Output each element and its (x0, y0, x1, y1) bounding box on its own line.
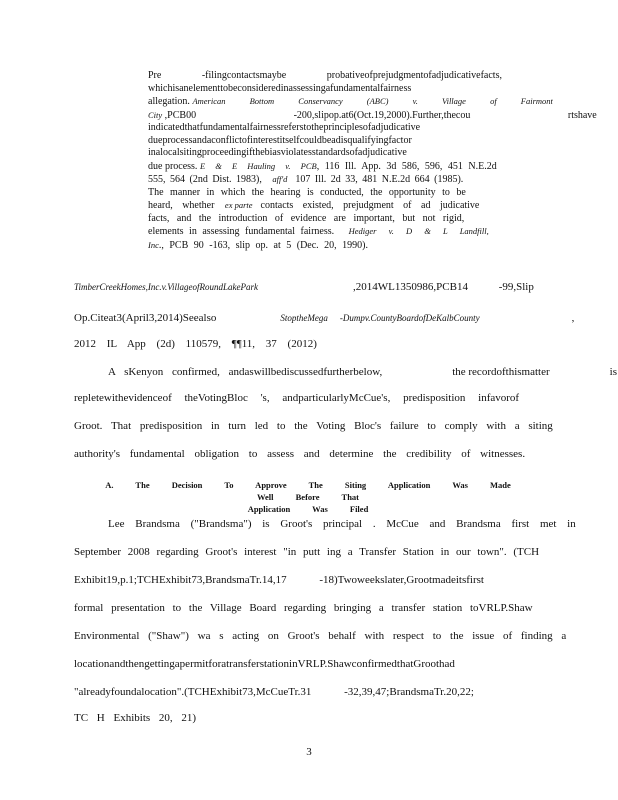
case-name: -Dumpv.CountyBoardofDeKalbCounty (339, 313, 480, 323)
citation-line-3: 2012 IL App (2d) 110579, ¶¶11, 37 (2012) (74, 338, 317, 350)
quote-text: allegation. (148, 96, 190, 107)
block-quote (148, 70, 597, 252)
quote-line: indicatedthatfundamentalfairnessreferstotheprinciplesofadjudicative (148, 122, 421, 133)
quote-line (148, 199, 508, 213)
quote-text: , 116 Ill. App. 3d 586, 596, 451 N.E.2d (316, 160, 497, 172)
para2-line-8: TC H Exhibits 20, 21) (74, 712, 197, 724)
case-name: E & E Hauling v. PCB (199, 160, 317, 171)
para2-line-4: formal presentation to the Village Board regarding bringing a transfer station toVRLP.Shaw (74, 602, 533, 614)
para-text: is (609, 366, 617, 378)
quote-line (148, 160, 508, 174)
case-name: aff'd (272, 174, 288, 184)
case-name: TimberCreekHomes,Inc.v.VillageofRoundLakePark (74, 282, 259, 292)
para-text: A sKenyon confirmed, andaswillbediscussedfurtherbelow, (108, 366, 383, 378)
citation-text: Op.Citeat3(April3,2014)Seealso (74, 312, 217, 324)
para1-line-1 (108, 366, 617, 378)
heading-line-2: Application Was Filed (247, 504, 369, 514)
quote-line: facts, and the introduction of evidence are important, but not rigid, (148, 212, 465, 224)
para-text: the recordofthismatter (452, 366, 550, 378)
case-name: American Bottom Conservancy (ABC) v. Village of Fairmont (192, 96, 553, 106)
para2-line-3: Exhibit19,p.1;TCHExhibit73,BrandsmaTr.14,17 -18)Twoweekslater,Grootmadeitsfirst (74, 574, 484, 586)
citation-text: ,2014WL1350986,PCB14 -99,Slip (353, 281, 534, 293)
section-heading (88, 479, 528, 515)
para2-line-1: Lee Brandsma ("Brandsma") is Groot's principal . McCue and Brandsma first met in (108, 518, 576, 530)
quote-line: whichisanelementtobeconsideredinassessingafundamentalfairness (148, 82, 412, 94)
citation-line-1 (74, 281, 534, 293)
quote-text: 555, 564 (2nd Dist. 1983), (148, 174, 262, 185)
quote-line: dueprocessandaconflictofinterestitselfcouldbeadisqualifyingfactor (148, 134, 412, 146)
para2-line-5: Environmental ("Shaw") wa s acting on Groot's behalf with respect to the issue of finding a (74, 630, 567, 642)
citation-line-2 (74, 312, 574, 324)
quote-text: elements in assessing fundamental fairness. (148, 226, 335, 237)
citation-text: , (571, 312, 575, 324)
page-number: 3 (306, 746, 312, 758)
para2-line-2: September 2008 regarding Groot's interest "in putt ing a Transfer Station in our town". (TCH (74, 546, 540, 558)
quote-line (148, 225, 508, 239)
quote-text: heard, whether (148, 200, 215, 211)
para2-line-7: "alreadyfoundalocation".(TCHExhibit73,McCueTr.31 -32,39,47;BrandsmaTr.20,22; (74, 686, 474, 698)
quote-text: ,PCB00 -200,slipop.at6(Oct.19,2000).Further,thecou rtshave (164, 109, 597, 121)
quote-line: The manner in which the hearing is conducted, the opportunity to be (148, 186, 466, 198)
para1-line-4: authority's fundamental obligation to assess and determine the credibility of witnesses. (74, 448, 526, 460)
quote-line (148, 239, 508, 253)
quote-line: inalocalsitingproceedingifthebiasviolatesstandardsofadjudicative (148, 147, 407, 158)
para1-line-3: Groot. That predisposition in turn led to the Voting Bloc's failure to comply with a siting (74, 420, 553, 432)
case-name: StoptheMega (280, 313, 328, 323)
ex-parte-term: ex parte (224, 200, 253, 210)
para1-line-2: repletewithevidenceof theVotingBloc 's, andparticularlyMcCue's, predisposition infavorof (74, 392, 520, 404)
quote-line (148, 173, 508, 187)
quote-text: ., PCB 90 -163, slip op. at 5 (Dec. 20, 1990). (158, 239, 369, 251)
case-name: City (148, 109, 163, 120)
quote-line (148, 95, 553, 109)
para2-line-6: locationandthengettingapermitforatransferstationinVRLP.ShawconfirmedthatGroothad (74, 658, 455, 670)
quote-line: Pre -filingcontactsmaybe probativeofprejudgmentofadjudicativefacts, (148, 70, 502, 81)
heading-line-1: A. The Decision To Approve The Siting Application Was Made Well Before That (105, 480, 511, 502)
quote-line (148, 109, 597, 123)
case-name: Hediger v. D & L Landfill, (348, 226, 489, 236)
case-name: Inc (148, 239, 159, 250)
quote-text: due process. (148, 160, 198, 172)
quote-text: 107 Ill. 2d 33, 481 N.E.2d 664 (1985). (295, 174, 464, 185)
quote-text: contacts existed, prejudgment of ad judicative (260, 200, 480, 211)
